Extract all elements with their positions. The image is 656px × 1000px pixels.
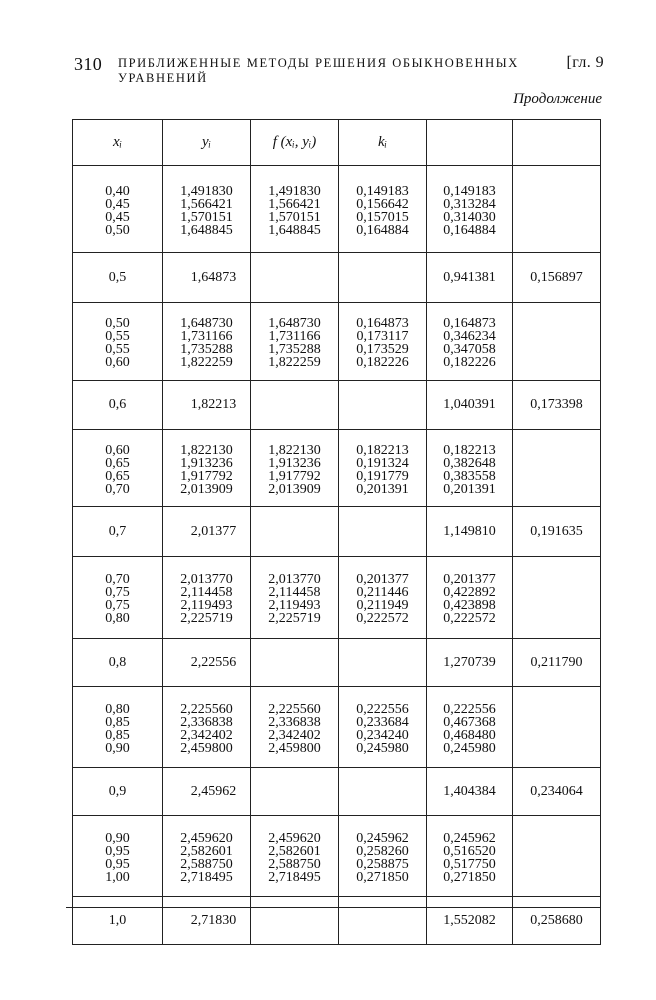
cell-value: 1,570151 bbox=[180, 209, 233, 225]
cell-value: 1,491830 bbox=[180, 183, 233, 199]
detail-cell bbox=[251, 166, 339, 253]
cell-value: 0,182213 bbox=[356, 442, 409, 458]
summary-cell: 0,8 bbox=[73, 639, 163, 687]
cell-value: 2,013909 bbox=[268, 481, 321, 497]
detail-cell bbox=[339, 430, 427, 507]
cell-value: 0,45 bbox=[105, 209, 130, 225]
detail-cell bbox=[251, 687, 339, 768]
cell-value: 1,731166 bbox=[268, 329, 321, 344]
summary-cell bbox=[251, 897, 339, 945]
cell-value: 2,225560 bbox=[180, 701, 233, 717]
detail-cell bbox=[163, 816, 251, 897]
cell-value: 2,588750 bbox=[180, 856, 233, 872]
summary-cell bbox=[339, 768, 427, 816]
detail-cell bbox=[73, 557, 163, 639]
summary-cell bbox=[251, 768, 339, 816]
cell-value: 0,516520 bbox=[443, 843, 496, 859]
summary-cell bbox=[251, 639, 339, 687]
running-title: ПРИБЛИЖЕННЫЕ МЕТОДЫ РЕШЕНИЯ ОБЫКНОВЕННЫХ УРАВНЕНИЙ bbox=[118, 56, 519, 85]
detail-row bbox=[73, 303, 601, 381]
cell-value: 0,90 bbox=[105, 830, 130, 846]
cell-value: 0,182226 bbox=[443, 355, 496, 370]
header-col6 bbox=[513, 120, 601, 166]
cell-value: 2,336838 bbox=[180, 714, 233, 730]
cell-value: 0,50 bbox=[105, 222, 130, 238]
cell-value: 2,459620 bbox=[268, 830, 321, 846]
cell-value: 1,822259 bbox=[268, 355, 321, 370]
cell-value: 0,80 bbox=[105, 611, 130, 626]
cell-value: 0,85 bbox=[105, 714, 130, 730]
cell-value: 0,80 bbox=[105, 701, 130, 717]
cell-value: 1,731166 bbox=[180, 329, 233, 344]
cell-value: 1,648730 bbox=[180, 316, 233, 331]
cell-value: 0,201391 bbox=[443, 481, 496, 497]
cell-value: 1,735288 bbox=[268, 342, 321, 357]
cell-value: 0,70 bbox=[105, 481, 130, 497]
cell-value: 0,467368 bbox=[443, 714, 496, 730]
cell-value: 0,90 bbox=[105, 740, 130, 756]
cell-value: 0,201377 bbox=[443, 572, 496, 587]
detail-cell bbox=[427, 557, 513, 639]
detail-cell bbox=[339, 557, 427, 639]
cell-value: 0,164873 bbox=[356, 316, 409, 331]
cell-value: 0,201377 bbox=[356, 572, 409, 587]
detail-cell bbox=[427, 687, 513, 768]
cell-value: 0,55 bbox=[105, 342, 130, 357]
cell-value: 0,222572 bbox=[356, 611, 409, 626]
cell-value: 0,468480 bbox=[443, 727, 496, 743]
cell-value: 0,211446 bbox=[356, 585, 409, 600]
cell-value: 0,173529 bbox=[356, 342, 409, 357]
detail-cell bbox=[163, 303, 251, 381]
cell-value: 0,245962 bbox=[356, 830, 409, 846]
cell-value: 1,735288 bbox=[180, 342, 233, 357]
summary-cell: 2,45962 bbox=[163, 768, 251, 816]
summary-row bbox=[73, 897, 601, 945]
cell-value: 0,164873 bbox=[443, 316, 496, 331]
cell-value: 1,566421 bbox=[268, 196, 321, 212]
summary-cell: 1,040391 bbox=[427, 381, 513, 430]
header-ki: kᵢ bbox=[339, 120, 427, 166]
cell-value: 0,234240 bbox=[356, 727, 409, 743]
cell-value: 0,156642 bbox=[356, 196, 409, 212]
cell-value: 1,917792 bbox=[180, 468, 233, 484]
detail-row bbox=[73, 557, 601, 639]
cell-value: 0,258260 bbox=[356, 843, 409, 859]
cell-value: 2,225719 bbox=[180, 611, 233, 626]
summary-cell: 0,191635 bbox=[513, 507, 601, 557]
cell-value: 2,336838 bbox=[268, 714, 321, 730]
cell-value: 1,822130 bbox=[268, 442, 321, 458]
cell-value: 0,347058 bbox=[443, 342, 496, 357]
summary-cell: 0,156897 bbox=[513, 253, 601, 303]
cell-value: 2,718495 bbox=[268, 869, 321, 885]
detail-row bbox=[73, 430, 601, 507]
summary-cell: 0,211790 bbox=[513, 639, 601, 687]
summary-cell bbox=[251, 253, 339, 303]
summary-cell bbox=[339, 639, 427, 687]
summary-cell: 2,01377 bbox=[163, 507, 251, 557]
summary-cell: 0,7 bbox=[73, 507, 163, 557]
detail-cell bbox=[427, 430, 513, 507]
cell-value: 2,013770 bbox=[268, 572, 321, 587]
detail-cell bbox=[427, 816, 513, 897]
summary-cell: 0,5 bbox=[73, 253, 163, 303]
detail-cell bbox=[427, 166, 513, 253]
cell-value: 1,822130 bbox=[180, 442, 233, 458]
cell-value: 0,191779 bbox=[356, 468, 409, 484]
cell-value: 1,913236 bbox=[180, 455, 233, 471]
cell-value: 0,382648 bbox=[443, 455, 496, 471]
cell-value: 0,45 bbox=[105, 196, 130, 212]
cell-value: 0,60 bbox=[105, 442, 130, 458]
detail-cell bbox=[163, 166, 251, 253]
cell-value: 0,346234 bbox=[443, 329, 496, 344]
cell-value: 2,582601 bbox=[268, 843, 321, 859]
cell-value: 0,65 bbox=[105, 455, 130, 471]
summary-row bbox=[73, 253, 601, 303]
cell-value: 0,60 bbox=[105, 355, 130, 370]
detail-cell bbox=[73, 816, 163, 897]
cell-value: 0,65 bbox=[105, 468, 130, 484]
cell-value: 0,50 bbox=[105, 316, 130, 331]
cell-value: 0,173117 bbox=[356, 329, 409, 344]
detail-cell bbox=[73, 687, 163, 768]
summary-cell: 0,173398 bbox=[513, 381, 601, 430]
cell-value: 0,95 bbox=[105, 856, 130, 872]
summary-cell: 2,71830 bbox=[163, 897, 251, 945]
detail-cell bbox=[251, 557, 339, 639]
summary-row bbox=[73, 768, 601, 816]
cell-value: 0,271850 bbox=[443, 869, 496, 885]
cell-value: 2,114458 bbox=[268, 585, 321, 600]
page-number: 310 bbox=[74, 54, 103, 74]
cell-value: 0,258875 bbox=[356, 856, 409, 872]
detail-row bbox=[73, 166, 601, 253]
cell-value: 2,459800 bbox=[180, 740, 233, 756]
table-header-row bbox=[73, 120, 601, 166]
cell-value: 1,00 bbox=[105, 869, 130, 885]
cell-value: 0,55 bbox=[105, 329, 130, 344]
cell-value: 0,157015 bbox=[356, 209, 409, 225]
cell-value: 1,913236 bbox=[268, 455, 321, 471]
chapter-label: [гл. 9 bbox=[566, 54, 604, 71]
cell-value: 2,459800 bbox=[268, 740, 321, 756]
cell-value: 0,182213 bbox=[443, 442, 496, 458]
detail-cell bbox=[163, 687, 251, 768]
cell-value: 0,423898 bbox=[443, 598, 496, 613]
cell-value: 2,718495 bbox=[180, 869, 233, 885]
cell-value: 2,114458 bbox=[180, 585, 233, 600]
header-col5 bbox=[427, 120, 513, 166]
detail-cell bbox=[427, 303, 513, 381]
detail-cell bbox=[513, 303, 601, 381]
cell-value: 0,201391 bbox=[356, 481, 409, 497]
summary-cell bbox=[251, 507, 339, 557]
continuation-label: Продолжение bbox=[513, 91, 602, 107]
detail-cell bbox=[513, 557, 601, 639]
summary-cell: 1,0 bbox=[73, 897, 163, 945]
cell-value: 0,164884 bbox=[356, 222, 409, 238]
cell-value: 0,75 bbox=[105, 598, 130, 613]
detail-cell bbox=[339, 303, 427, 381]
header-yi: yᵢ bbox=[163, 120, 251, 166]
cell-value: 1,566421 bbox=[180, 196, 233, 212]
cell-value: 1,648845 bbox=[180, 222, 233, 238]
cell-value: 0,164884 bbox=[443, 222, 496, 238]
summary-cell: 0,9 bbox=[73, 768, 163, 816]
runge-kutta-table bbox=[72, 119, 601, 945]
cell-value: 0,95 bbox=[105, 843, 130, 859]
cell-value: 0,75 bbox=[105, 585, 130, 600]
detail-cell bbox=[513, 166, 601, 253]
summary-cell bbox=[251, 381, 339, 430]
cell-value: 2,342402 bbox=[180, 727, 233, 743]
cell-value: 2,119493 bbox=[180, 598, 233, 613]
cell-value: 1,822259 bbox=[180, 355, 233, 370]
detail-cell bbox=[513, 687, 601, 768]
summary-row bbox=[73, 639, 601, 687]
cell-value: 0,222556 bbox=[356, 701, 409, 717]
cell-value: 0,222572 bbox=[443, 611, 496, 626]
detail-cell bbox=[339, 166, 427, 253]
cell-value: 0,245980 bbox=[443, 740, 496, 756]
detail-row bbox=[73, 816, 601, 897]
cell-value: 0,149183 bbox=[356, 183, 409, 199]
detail-cell bbox=[163, 430, 251, 507]
cell-value: 2,119493 bbox=[268, 598, 321, 613]
detail-cell bbox=[73, 303, 163, 381]
header-f: f (xᵢ, yᵢ) bbox=[251, 120, 339, 166]
summary-row bbox=[73, 507, 601, 557]
detail-cell bbox=[251, 430, 339, 507]
summary-cell bbox=[339, 507, 427, 557]
summary-cell: 1,552082 bbox=[427, 897, 513, 945]
summary-cell: 1,82213 bbox=[163, 381, 251, 430]
summary-cell: 0,941381 bbox=[427, 253, 513, 303]
cell-value: 0,314030 bbox=[443, 209, 496, 225]
detail-cell bbox=[339, 687, 427, 768]
cell-value: 1,491830 bbox=[268, 183, 321, 199]
header-xi: xᵢ bbox=[73, 120, 163, 166]
cell-value: 0,149183 bbox=[443, 183, 496, 199]
page-header bbox=[74, 54, 604, 85]
cell-value: 0,191324 bbox=[356, 455, 409, 471]
bottom-rule bbox=[66, 907, 600, 908]
detail-cell bbox=[73, 430, 163, 507]
summary-cell: 0,6 bbox=[73, 381, 163, 430]
cell-value: 2,225560 bbox=[268, 701, 321, 717]
cell-value: 0,422892 bbox=[443, 585, 496, 600]
summary-cell bbox=[339, 253, 427, 303]
detail-cell bbox=[513, 816, 601, 897]
detail-row bbox=[73, 687, 601, 768]
cell-value: 0,222556 bbox=[443, 701, 496, 717]
cell-value: 0,245980 bbox=[356, 740, 409, 756]
cell-value: 0,271850 bbox=[356, 869, 409, 885]
summary-cell: 1,149810 bbox=[427, 507, 513, 557]
cell-value: 0,40 bbox=[105, 183, 130, 199]
detail-cell bbox=[513, 430, 601, 507]
cell-value: 0,245962 bbox=[443, 830, 496, 846]
cell-value: 1,648845 bbox=[268, 222, 321, 238]
cell-value: 1,648730 bbox=[268, 316, 321, 331]
cell-value: 2,582601 bbox=[180, 843, 233, 859]
summary-cell: 2,22556 bbox=[163, 639, 251, 687]
summary-cell: 1,404384 bbox=[427, 768, 513, 816]
summary-cell bbox=[339, 381, 427, 430]
summary-cell: 0,234064 bbox=[513, 768, 601, 816]
summary-row bbox=[73, 381, 601, 430]
summary-cell: 1,270739 bbox=[427, 639, 513, 687]
detail-cell bbox=[251, 816, 339, 897]
detail-cell bbox=[73, 166, 163, 253]
detail-cell bbox=[163, 557, 251, 639]
cell-value: 0,85 bbox=[105, 727, 130, 743]
cell-value: 2,588750 bbox=[268, 856, 321, 872]
cell-value: 0,70 bbox=[105, 572, 130, 587]
cell-value: 0,233684 bbox=[356, 714, 409, 730]
cell-value: 2,013770 bbox=[180, 572, 233, 587]
cell-value: 2,013909 bbox=[180, 481, 233, 497]
cell-value: 0,313284 bbox=[443, 196, 496, 212]
cell-value: 0,517750 bbox=[443, 856, 496, 872]
cell-value: 1,570151 bbox=[268, 209, 321, 225]
cell-value: 2,225719 bbox=[268, 611, 321, 626]
summary-cell: 1,64873 bbox=[163, 253, 251, 303]
cell-value: 0,182226 bbox=[356, 355, 409, 370]
cell-value: 0,383558 bbox=[443, 468, 496, 484]
summary-cell: 0,258680 bbox=[513, 897, 601, 945]
cell-value: 1,917792 bbox=[268, 468, 321, 484]
cell-value: 2,342402 bbox=[268, 727, 321, 743]
cell-value: 2,459620 bbox=[180, 830, 233, 846]
detail-cell bbox=[251, 303, 339, 381]
cell-value: 0,211949 bbox=[356, 598, 409, 613]
summary-cell bbox=[339, 897, 427, 945]
detail-cell bbox=[339, 816, 427, 897]
